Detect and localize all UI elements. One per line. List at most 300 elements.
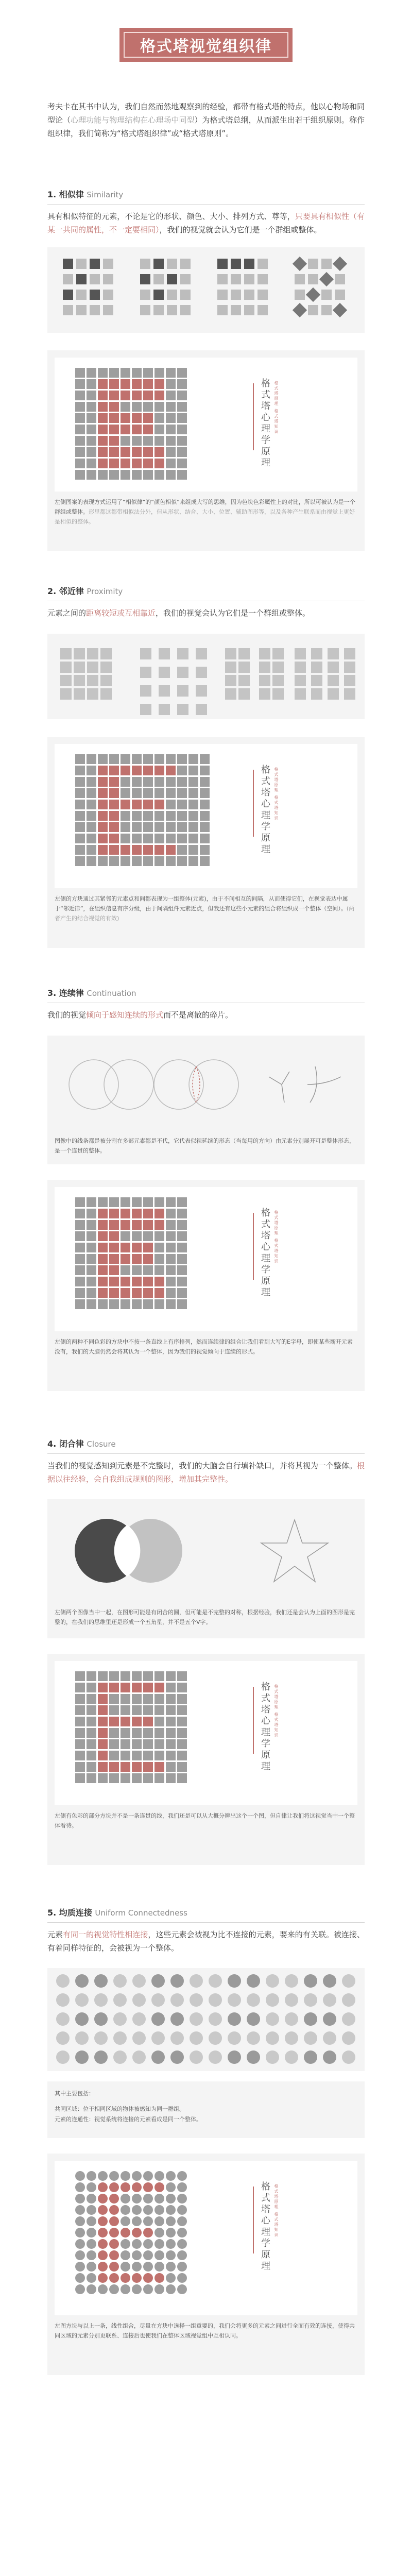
- grid-cell: [177, 777, 187, 787]
- grid-cell: [154, 413, 164, 423]
- grid-cell: [143, 1671, 153, 1681]
- grid-cell: [166, 1683, 176, 1692]
- grid-cell: [98, 1197, 108, 1207]
- intro-note: 心理功能与物理结构在心理场中同型: [71, 115, 195, 125]
- grid-cell: [132, 2171, 142, 2181]
- grid-cell: [166, 1717, 176, 1726]
- grid-cell: [109, 1762, 119, 1772]
- grid-cell: [75, 2228, 85, 2238]
- dot: [247, 1993, 260, 2007]
- shape-cell: [177, 704, 188, 715]
- grid-cell: [75, 845, 85, 855]
- grid-cell: [143, 470, 153, 480]
- shape-cell: [295, 290, 305, 300]
- proximity-figure: [47, 634, 365, 719]
- dot: [323, 2012, 336, 2026]
- dot: [190, 1974, 203, 1988]
- shape-cell: [63, 305, 73, 315]
- grid-cell: [87, 2216, 96, 2226]
- shape-cell: [90, 274, 100, 284]
- grid-cell: [109, 368, 119, 378]
- grid-cell: [154, 811, 164, 821]
- grid-cell: [143, 379, 153, 389]
- grid-cell: [87, 1694, 96, 1704]
- grid-cell: [87, 1220, 96, 1230]
- section-paragraph: 当我们的视觉感知到元素是不完整时，我们的大脑会自行填补缺口，并将其视为一个整体。根据以往经验，会自我组成规则的图形，增加其完整性。: [47, 1461, 365, 1484]
- grid-cell: [166, 436, 176, 446]
- grid-cell: [109, 1288, 119, 1298]
- caption: 左侧的方块通过其紧邻的元素点和间都表现为一组整体(元素)，由于不间相互的间隔，从而使得它们，在视觉表达中属于“邻近律”，在组织信息有序分级，由于间隔组件元素近点，但我还有这些小元素的组合将组织成一个整体（空间）。(两者产生的结合视觉的有效): [55, 895, 355, 922]
- grid-cell: [87, 2239, 96, 2249]
- grid-cell: [98, 391, 108, 400]
- grid-cell: [166, 391, 176, 400]
- grid-cell: [121, 1220, 130, 1230]
- shape-cell: [196, 704, 207, 715]
- note-common-region: 共同区域：位于相同区域的物体被感知为同一群组。: [55, 2106, 185, 2112]
- grid-cell: [109, 2284, 119, 2294]
- dot: [170, 1993, 184, 2007]
- grid-cell: [154, 1751, 164, 1760]
- shape-cell: [177, 648, 188, 659]
- grid-cell: [132, 2216, 142, 2226]
- shape-cell: [344, 675, 355, 686]
- grid-cell: [154, 856, 164, 866]
- shape-cell: [74, 688, 85, 700]
- grid-cell: [87, 2250, 96, 2260]
- grid-cell: [166, 2250, 176, 2260]
- grid-cell: [87, 447, 96, 457]
- grid-cell: [75, 1773, 85, 1783]
- grid-cell: [75, 1762, 85, 1772]
- grid-cell: [132, 1762, 142, 1772]
- shape-cell: [140, 648, 151, 659]
- vertical-title: 格式塔心理学原理: [260, 2181, 270, 2272]
- grid-cell: [121, 2194, 130, 2204]
- grid-cell: [177, 1197, 187, 1207]
- grid-cell: [154, 2284, 164, 2294]
- dot: [190, 2031, 203, 2045]
- grid-cell: [188, 754, 198, 764]
- grid-cell: [98, 811, 108, 821]
- grid-cell: [75, 2216, 85, 2226]
- dot: [323, 2050, 336, 2064]
- grid-cell: [188, 845, 198, 855]
- grid-cell: [98, 2228, 108, 2238]
- shape-cell: [311, 662, 322, 673]
- grid-cell: [132, 788, 142, 798]
- grid-cell: [143, 2194, 153, 2204]
- dot: [190, 2050, 203, 2064]
- accent-line: [253, 1687, 254, 1754]
- dot: [151, 2050, 165, 2064]
- grid-cell: [154, 2205, 164, 2215]
- grid-cell: [143, 1197, 153, 1207]
- dot: [285, 2031, 298, 2045]
- grid-cell: [121, 834, 130, 843]
- grid-cell: [87, 2262, 96, 2272]
- section-uniform-connectedness: [47, 1906, 365, 1955]
- shape-cell: [60, 662, 72, 673]
- grid-cell: [166, 1762, 176, 1772]
- grid-cell: [87, 1277, 96, 1286]
- section-heading: 4. 闭合律 Closure: [47, 1439, 116, 1449]
- grid-cell: [132, 379, 142, 389]
- grid-cell: [75, 1288, 85, 1298]
- grid-cell: [75, 1694, 85, 1704]
- grid-cell: [109, 856, 119, 866]
- grid-cell: [166, 368, 176, 378]
- grid-cell: [166, 845, 176, 855]
- grid-cell: [143, 1288, 153, 1298]
- grid-cell: [177, 811, 187, 821]
- grid-cell: [109, 2216, 119, 2226]
- grid-cell: [98, 2194, 108, 2204]
- grid-cell: [121, 856, 130, 866]
- grid-cell: [166, 2194, 176, 2204]
- shape-cell: [306, 287, 320, 302]
- shape-cell: [328, 648, 339, 659]
- uniform-notes: [47, 2081, 365, 2138]
- grid-cell: [154, 1762, 164, 1772]
- grid-cell: [132, 1299, 142, 1309]
- grid-cell: [87, 1773, 96, 1783]
- grid-cell: [98, 856, 108, 866]
- grid-cell: [121, 811, 130, 821]
- grid-cell: [166, 1288, 176, 1298]
- closure-figure: [47, 1499, 365, 1602]
- grid-cell: [143, 2273, 153, 2283]
- grid-cell: [75, 470, 85, 480]
- grid-cell: [98, 1220, 108, 1230]
- grid-cell: [177, 2205, 187, 2215]
- shape-cell: [244, 274, 254, 284]
- shape-cell: [180, 274, 191, 284]
- grid-cell: [109, 1209, 119, 1218]
- grid-cell: [87, 402, 96, 412]
- dot: [170, 2050, 184, 2064]
- grid-cell: [177, 1299, 187, 1309]
- grid-cell: [87, 1762, 96, 1772]
- shape-cell: [319, 272, 334, 286]
- divider: [47, 204, 365, 205]
- section-similarity: [47, 188, 365, 236]
- grid-cell: [98, 1717, 108, 1726]
- grid-cell: [143, 2239, 153, 2249]
- grid-cell: [154, 754, 164, 764]
- shape-cell: [321, 305, 332, 315]
- dot: [228, 1993, 241, 2007]
- grid-cell: [87, 1197, 96, 1207]
- vertical-subtitle: 格式塔原理 格式塔知识: [274, 381, 279, 435]
- grid-cell: [109, 2250, 119, 2260]
- grid-cell: [98, 379, 108, 389]
- grid-cell: [154, 1694, 164, 1704]
- section-heading: 2. 邻近律 Proximity: [47, 586, 123, 596]
- dot: [228, 2050, 241, 2064]
- grid-cell: [143, 1762, 153, 1772]
- grid-cell: [121, 368, 130, 378]
- shape-cell: [87, 662, 98, 673]
- grid-cell: [109, 1717, 119, 1726]
- grid-cell: [121, 2228, 130, 2238]
- grid-cell: [154, 1773, 164, 1783]
- grid-cell: [109, 2194, 119, 2204]
- grid-cell: [98, 1254, 108, 1264]
- shape-cell: [60, 675, 72, 686]
- grid-cell: [109, 379, 119, 389]
- dot: [209, 1974, 222, 1988]
- vertical-title: 格式塔心理学原理: [260, 378, 270, 469]
- grid-cell: [166, 447, 176, 457]
- grid-cell: [177, 856, 187, 866]
- section-heading: 3. 连续律 Continuation: [47, 988, 136, 998]
- shape-cell: [293, 303, 307, 317]
- grid-cell: [154, 368, 164, 378]
- similarity-figure: [47, 247, 365, 333]
- grid-cell: [143, 1728, 153, 1738]
- grid-cell: [200, 834, 210, 843]
- note-intro: 其中主要包括：: [55, 2090, 94, 2097]
- grid-cell: [98, 1277, 108, 1286]
- dot: [132, 2031, 146, 2045]
- dot: [285, 1974, 298, 1988]
- shape-cell: [293, 257, 307, 271]
- dot: [342, 2050, 355, 2064]
- card-illustration: [55, 744, 357, 888]
- grid-cell: [177, 1739, 187, 1749]
- shape-cell: [63, 290, 73, 300]
- grid-cell: [109, 777, 119, 787]
- grid-cell: [121, 1288, 130, 1298]
- grid-cell: [154, 2273, 164, 2283]
- grid-cell: [98, 834, 108, 843]
- grid-cell: [154, 1197, 164, 1207]
- grid-cell: [200, 788, 210, 798]
- grid-cell: [143, 1220, 153, 1230]
- grid-cell: [121, 1705, 130, 1715]
- grid-cell: [166, 1773, 176, 1783]
- grid-cell: [188, 834, 198, 843]
- dot: [56, 1974, 70, 1988]
- grid-cell: [132, 777, 142, 787]
- grid-cell: [121, 2284, 130, 2294]
- grid-cell: [75, 402, 85, 412]
- grid-cell: [109, 2228, 119, 2238]
- grid-cell: [132, 1717, 142, 1726]
- grid-cell: [109, 1694, 119, 1704]
- grid-cell: [177, 1220, 187, 1230]
- grid-cell: [75, 1277, 85, 1286]
- shape-cell: [153, 259, 164, 269]
- grid-cell: [87, 1231, 96, 1241]
- grid-cell: [132, 413, 142, 423]
- grid-cell: [121, 391, 130, 400]
- shape-cell: [159, 704, 170, 715]
- dot: [113, 2031, 127, 2045]
- dot: [247, 2012, 260, 2026]
- shape-cell: [74, 648, 85, 659]
- grid-cell: [177, 822, 187, 832]
- grid-cell: [121, 2205, 130, 2215]
- grid-cell: [177, 2262, 187, 2272]
- letter-grid: [75, 1671, 187, 1783]
- shape-cell: [100, 675, 112, 686]
- grid-cell: [75, 2250, 85, 2260]
- grid-cell: [143, 754, 153, 764]
- dot: [132, 2012, 146, 2026]
- shape-cell: [76, 290, 87, 300]
- grid-cell: [121, 2171, 130, 2181]
- grid-cell: [75, 447, 85, 457]
- grid-cell: [75, 811, 85, 821]
- grid-cell: [177, 436, 187, 446]
- grid-cell: [132, 856, 142, 866]
- dot: [151, 2012, 165, 2026]
- grid-cell: [154, 1243, 164, 1252]
- shape-cell: [76, 274, 87, 284]
- letter-grid: [75, 754, 210, 866]
- grid-cell: [177, 1671, 187, 1681]
- grid-cell: [177, 1683, 187, 1692]
- letter-grid: [75, 1197, 187, 1309]
- grid-cell: [154, 2216, 164, 2226]
- grid-cell: [166, 1694, 176, 1704]
- grid-cell: [121, 1717, 130, 1726]
- section-paragraph: 元素之间的距离较短或互相靠近，我们的视觉会认为它们是一个群组或整体。: [47, 608, 311, 618]
- dot: [75, 1974, 89, 1988]
- grid-cell: [87, 2284, 96, 2294]
- grid-cell: [177, 1209, 187, 1218]
- shape-cell: [60, 648, 72, 659]
- dot: [94, 2031, 108, 2045]
- grid-cell: [109, 1683, 119, 1692]
- grid-cell: [75, 766, 85, 775]
- shape-cell: [335, 290, 345, 300]
- grid-cell: [154, 766, 164, 775]
- grid-cell: [143, 1751, 153, 1760]
- grid-cell: [132, 1728, 142, 1738]
- grid-cell: [109, 845, 119, 855]
- grid-cell: [177, 402, 187, 412]
- grid-cell: [154, 2262, 164, 2272]
- grid-cell: [132, 2262, 142, 2272]
- vertical-title: 格式塔心理学原理: [260, 765, 270, 855]
- grid-cell: [166, 856, 176, 866]
- grid-cell: [154, 1231, 164, 1241]
- dot: [113, 2012, 127, 2026]
- grid-cell: [154, 2194, 164, 2204]
- shape-cell: [90, 305, 100, 315]
- shape-cell: [333, 257, 347, 271]
- grid-cell: [75, 2262, 85, 2272]
- grid-cell: [109, 436, 119, 446]
- shape-cell: [231, 305, 241, 315]
- grid-cell: [154, 1209, 164, 1218]
- shape-cell: [344, 662, 355, 673]
- grid-cell: [121, 2216, 130, 2226]
- shape-cell: [238, 675, 250, 686]
- grid-cell: [98, 1299, 108, 1309]
- grid-cell: [121, 436, 130, 446]
- dot: [56, 1993, 70, 2007]
- grid-cell: [109, 2239, 119, 2249]
- shape-cell: [90, 259, 100, 269]
- grid-cell: [132, 1231, 142, 1241]
- grid-cell: [154, 459, 164, 468]
- grid-cell: [87, 391, 96, 400]
- grid-cell: [109, 470, 119, 480]
- grid-cell: [154, 788, 164, 798]
- shape-cell: [167, 259, 177, 269]
- grid-cell: [109, 834, 119, 843]
- grid-cell: [154, 1671, 164, 1681]
- grid-cell: [109, 1220, 119, 1230]
- grid-cell: [143, 1231, 153, 1241]
- dot: [151, 1974, 165, 1988]
- grid-cell: [177, 447, 187, 457]
- dot: [170, 2012, 184, 2026]
- shape-cell: [258, 290, 268, 300]
- dot: [228, 1974, 241, 1988]
- grid-cell: [87, 1243, 96, 1252]
- grid-cell: [132, 1705, 142, 1715]
- shape-cell: [87, 675, 98, 686]
- grid-cell: [98, 2182, 108, 2192]
- grid-cell: [109, 1705, 119, 1715]
- grid-cell: [109, 1671, 119, 1681]
- grid-cell: [143, 834, 153, 843]
- grid-cell: [75, 1197, 85, 1207]
- grid-cell: [166, 1277, 176, 1286]
- continuation-demo: [47, 1036, 365, 1164]
- shape-cell: [140, 704, 151, 715]
- grid-cell: [177, 470, 187, 480]
- grid-cell: [143, 777, 153, 787]
- shape-cell: [311, 675, 322, 686]
- letter-grid: [75, 368, 187, 480]
- grid-cell: [98, 425, 108, 434]
- grid-cell: [98, 402, 108, 412]
- dot: [266, 2031, 279, 2045]
- grid-cell: [143, 447, 153, 457]
- grid-cell: [121, 470, 130, 480]
- grid-cell: [143, 391, 153, 400]
- grid-cell: [75, 2182, 85, 2192]
- shape-cell: [180, 305, 191, 315]
- grid-cell: [154, 1717, 164, 1726]
- shape-cell: [87, 648, 98, 659]
- grid-cell: [154, 2250, 164, 2260]
- grid-cell: [177, 2239, 187, 2249]
- grid-cell: [87, 425, 96, 434]
- vertical-subtitle: 格式塔原理 格式塔知识: [274, 1684, 279, 1738]
- grid-cell: [75, 1254, 85, 1264]
- grid-cell: [200, 822, 210, 832]
- shape-cell: [100, 648, 112, 659]
- grid-cell: [166, 1671, 176, 1681]
- grid-cell: [132, 845, 142, 855]
- vertical-subtitle: 格式塔原理 格式塔知识: [274, 1210, 279, 1264]
- intro-text: 考夫卡在其书中认为，我们自然而然地观察到的经验，都带有格式塔的特点，他以心物场和同型论（: [47, 102, 365, 125]
- grid-cell: [177, 1288, 187, 1298]
- dot: [342, 1993, 355, 2007]
- grid-cell: [132, 800, 142, 809]
- grid-cell: [166, 2216, 176, 2226]
- grid-cell: [87, 845, 96, 855]
- grid-cell: [132, 1288, 142, 1298]
- grid-cell: [98, 754, 108, 764]
- grid-cell: [87, 1299, 96, 1309]
